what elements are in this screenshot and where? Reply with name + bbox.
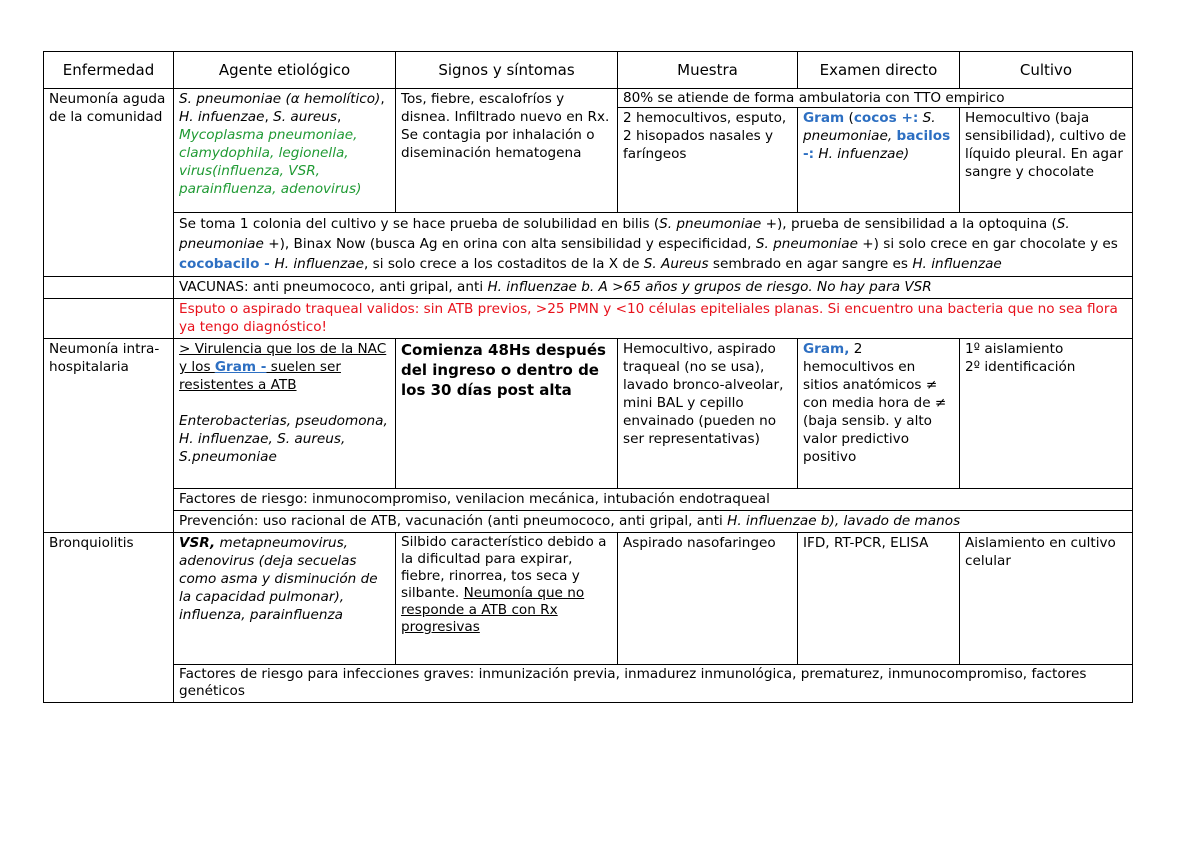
header-signos: Signos y síntomas [396, 52, 618, 89]
text-segment: H. infuenzae) [814, 146, 910, 163]
empty-cell-vacunas [44, 277, 174, 299]
text-segment: ( [844, 110, 854, 127]
nac-agente [174, 89, 396, 213]
nac-row-5 [44, 299, 1133, 339]
text-segment: S. pneumoniae, [803, 110, 936, 145]
text-segment: S. pneumoniae [659, 216, 762, 232]
text-segment: VSR, [179, 535, 216, 551]
nih-agente-top [179, 340, 390, 394]
header-enfermedad: Enfermedad [44, 52, 174, 89]
text-segment: S. pneumoniae [755, 236, 858, 252]
text-segment: , [264, 109, 274, 125]
text-segment: , si solo crece a los costaditos de la X de [364, 256, 644, 272]
nac-nota [174, 213, 1133, 277]
bronq-signos-underlined: Neumonía que no responde a ATB con Rx progresivas [401, 585, 585, 635]
text-segment: 2 hemocultivos en sitios anatómicos ≠ con media hora de ≠ (baja sensib. y alto valor predictivo positivo [803, 341, 947, 465]
header-agente: Agente etiológico [174, 52, 396, 89]
nih-row-2 [44, 489, 1133, 511]
text-segment: +) si solo crece en gar chocolate y es [857, 236, 1118, 252]
text-segment: H. influenzae [912, 256, 1002, 272]
text-segment: H. influenzae b), lavado de manos [727, 513, 961, 529]
bronq-enfermedad: Bronquiolitis [44, 533, 174, 703]
text-segment: +), prueba de sensibilidad a la optoquina ( [761, 216, 1057, 232]
nac-row-1 [44, 89, 1133, 108]
bronq-cultivo: Aislamiento en cultivo celular [960, 533, 1133, 665]
nac-cultivo: Hemocultivo (baja sensibilidad), cultivo de líquido pleural. En agar sangre y chocolate [960, 108, 1133, 213]
text-segment: S. aureus [273, 109, 337, 125]
text-segment: metapneumovirus, adenovirus (deja secuelas como asma y disminución de la capacidad pulmonar), influenza, parainfluenza [179, 535, 378, 623]
nac-enfermedad: Neumonía aguda de la comunidad [44, 89, 174, 277]
nih-row-3 [44, 511, 1133, 533]
text-segment: Mycoplasma pneumoniae, clamydophila, legionella, virus(influenza, VSR, parainfluenza, adenovirus) [179, 127, 362, 197]
bronq-signos [396, 533, 618, 665]
nih-agente [174, 339, 396, 489]
text-segment: Gram - [214, 359, 267, 375]
text-segment: S. pneumoniae [179, 216, 1070, 252]
text-segment: Prevención: uso racional de ATB, vacunación (anti pneumococo, anti gripal, anti [179, 513, 728, 529]
empty-cell-esputo [44, 299, 174, 339]
text-segment: cocobacilo - [179, 256, 275, 272]
nac-ambulatoria: 80% se atiende de forma ambulatoria con TTO empirico [618, 89, 1133, 108]
text-segment: cocos +: [853, 110, 919, 127]
text-segment: S. pneumoniae (α hemolítico) [179, 91, 381, 107]
nac-signos: Tos, fiebre, escalofríos y disnea. Infiltrado nuevo en Rx. Se contagia por inhalación o diseminación hematogena [396, 89, 618, 213]
text-segment: Gram, [803, 341, 850, 357]
text-segment: > Virulencia que los de la NAC y los [179, 341, 387, 375]
text-segment: H. influenzae [274, 256, 364, 272]
nih-enfermedad: Neumonía intra-hospitalaria [44, 339, 174, 533]
nih-muestra: Hemocultivo, aspirado traqueal (no se usa), lavado bronco-alveolar, mini BAL y cepillo envainado (pueden no ser representativas) [618, 339, 798, 489]
bronq-examen: IFD, RT-PCR, ELISA [798, 533, 960, 665]
pathology-table [43, 51, 1133, 703]
header-muestra: Muestra [618, 52, 798, 89]
nac-row-3 [44, 213, 1133, 277]
nih-prevencion [174, 511, 1133, 533]
nih-cultivo [960, 339, 1133, 489]
nih-examen [798, 339, 960, 489]
header-examen: Examen directo [798, 52, 960, 89]
text-segment: +), Binax Now (busca Ag en orina con alta sensibilidad y especificidad, [263, 236, 756, 252]
text-segment: Gram [803, 110, 845, 127]
bronq-muestra: Aspirado nasofaringeo [618, 533, 798, 665]
text-segment: , [380, 91, 385, 107]
text-segment: bacilos -: [803, 128, 951, 163]
text-segment: S. Aureus [643, 256, 709, 272]
nih-signos-text: Comienza 48Hs después del ingreso o dentro de los 30 días post alta [401, 341, 606, 399]
nih-factores: Factores de riesgo: inmunocompromiso, venilacion mecánica, intubación endotraqueal [174, 489, 1133, 511]
nih-cultivo-2: 2º identificación [965, 359, 1076, 375]
nac-vacunas [174, 277, 1133, 299]
nih-agente-bottom: Enterobacterias, pseudomona, H. influenzae, S. aureus, S.pneumoniae [179, 413, 388, 465]
text-segment: H. influenzae b. A >65 años y grupos de riesgo. No hay para VSR [487, 279, 932, 295]
text-segment: suelen ser resistentes a ATB [179, 359, 341, 393]
bronq-row-2 [44, 665, 1133, 703]
nih-cultivo-1: 1º aislamiento [965, 341, 1064, 357]
bronq-factores: Factores de riesgo para infecciones graves: inmunización previa, inmadurez inmunológica, prematurez, inmunocompromiso, factores genéticos [174, 665, 1133, 703]
nac-row-4 [44, 277, 1133, 299]
bronq-row-1 [44, 533, 1133, 665]
nih-signos [396, 339, 618, 489]
nac-examen [798, 108, 960, 213]
header-cultivo: Cultivo [960, 52, 1133, 89]
nac-muestra: 2 hemocultivos, esputo, 2 hisopados nasales y faríngeos [618, 108, 798, 213]
bronq-agente [174, 533, 396, 665]
nih-row-1 [44, 339, 1133, 489]
text-segment: H. infuenzae [179, 109, 265, 125]
bronq-signos-text: Silbido característico debido a la dificultad para expirar, fiebre, rinorrea, tos seca y silbante. [401, 534, 607, 601]
header-row [44, 52, 1133, 89]
nac-esputo: Esputo o aspirado traqueal validos: sin ATB previos, >25 PMN y <10 células epiteliales planas. Si encuentro una bacteria que no sea flora ya tengo diagnóstico! [174, 299, 1133, 339]
text-segment: Se toma 1 colonia del cultivo y se hace prueba de solubilidad en bilis ( [179, 216, 660, 232]
text-segment: , [337, 109, 342, 125]
text-segment: VACUNAS: anti pneumococo, anti gripal, anti [179, 279, 488, 295]
text-segment: sembrado en agar sangre es [708, 256, 913, 272]
